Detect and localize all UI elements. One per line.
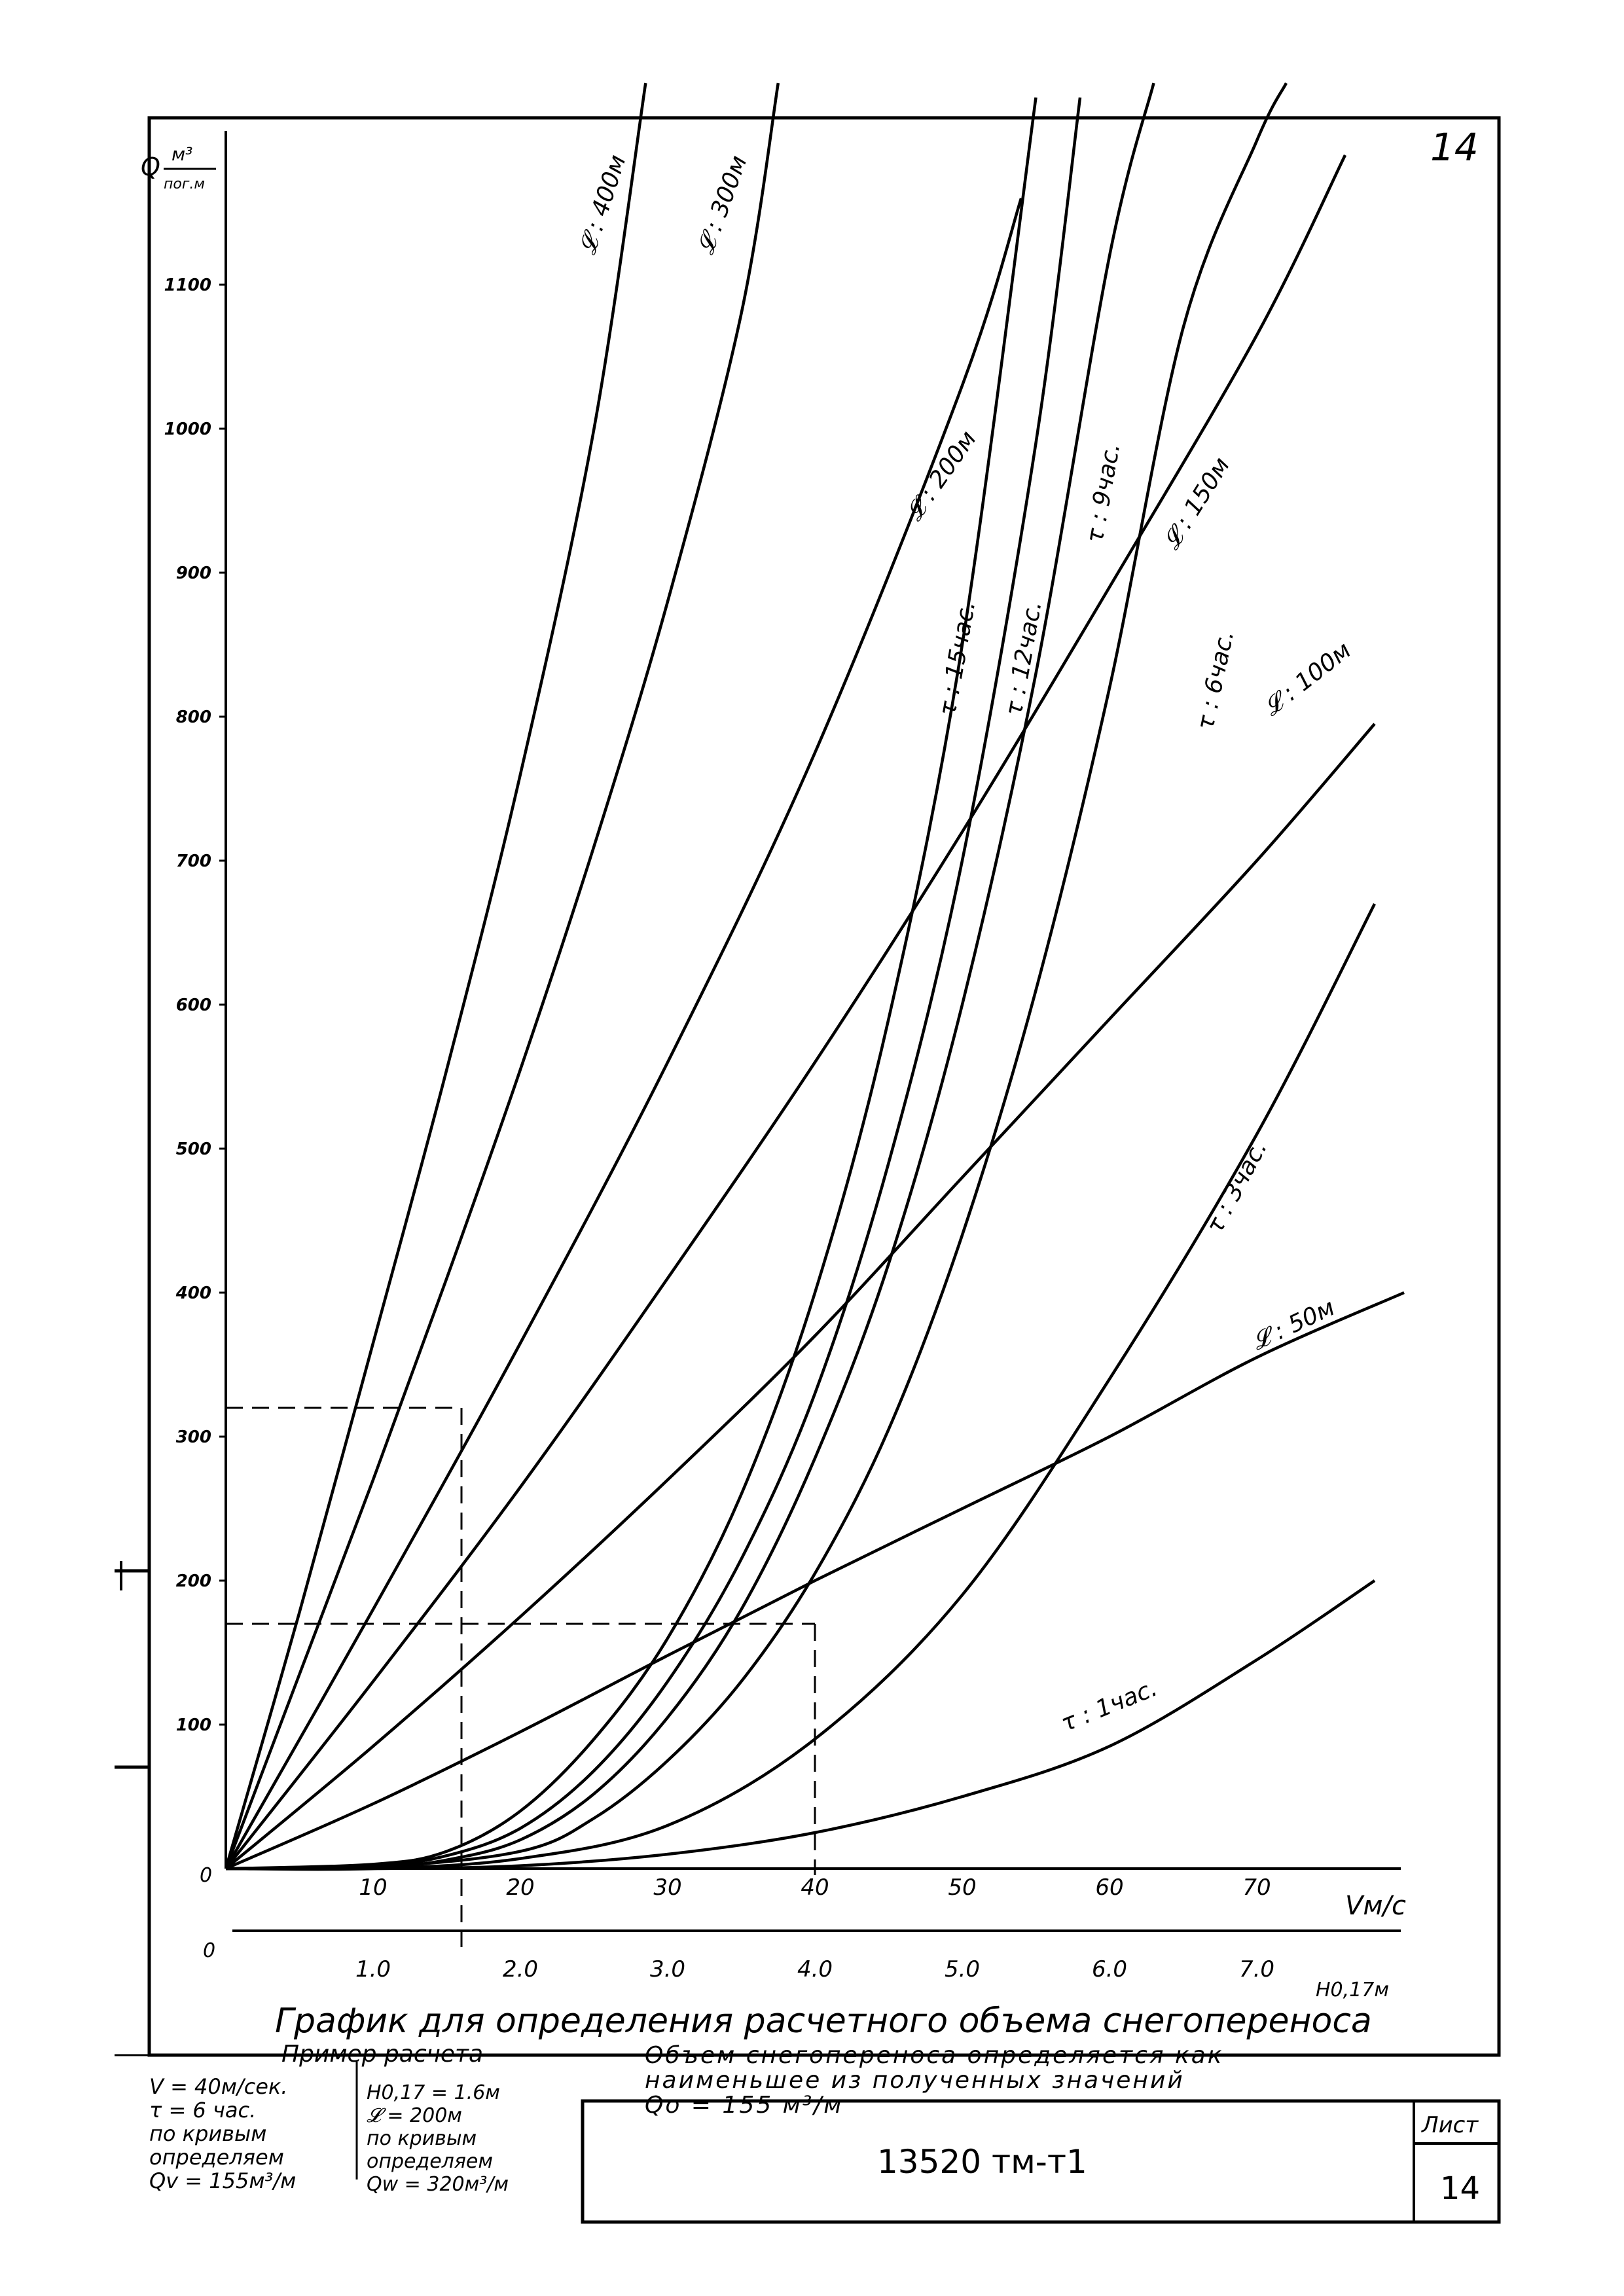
- example-conclusion: [645, 2043, 1224, 2118]
- y-tick-label: 500: [175, 1139, 211, 1159]
- example-col2-line: по кривым: [367, 2127, 477, 2150]
- x2-tick-label: 2.0: [502, 1956, 539, 1982]
- series-curve-6: [226, 98, 1036, 1869]
- x-tick-label: 20: [506, 1874, 535, 1901]
- x-tick-label: 60: [1095, 1874, 1124, 1901]
- conclusion-line: Qo = 155 м³/м: [645, 2092, 844, 2119]
- curve-label-2: 𝓛 : 200м: [901, 425, 982, 526]
- series-curve-2: [226, 198, 1021, 1869]
- x2-tick-label: 5.0: [944, 1956, 981, 1982]
- origin-label: 0: [200, 1864, 213, 1887]
- example-col1-line: Qv = 155м³/м: [149, 2168, 297, 2193]
- y-tick-label: 200: [175, 1571, 211, 1591]
- conclusion-line: наименьшее из полученных значений: [645, 2067, 1185, 2094]
- curve-label-5: 𝓛 : 50м: [1248, 1294, 1339, 1356]
- x-axis-label: Vм/с: [1345, 1891, 1407, 1921]
- x2-axis-label: H0,17м: [1316, 1979, 1389, 2001]
- y-tick-label: 600: [175, 996, 211, 1015]
- curve-label-3: 𝓛 : 150м: [1158, 452, 1236, 554]
- example-heading: Пример расчета: [281, 2041, 484, 2068]
- example-col2-line: Qw = 320м³/м: [367, 2173, 509, 2196]
- chart-title: График для определения расчетного объема снегопереноса: [275, 2001, 1372, 2041]
- x-tick-label: 30: [653, 1874, 682, 1901]
- curve-label-0: 𝓛 : 400м: [574, 151, 632, 258]
- curve-label-7: τ : 12час.: [1000, 599, 1047, 718]
- curve-label-9: τ : 6час.: [1192, 628, 1240, 732]
- curve-label-10: τ : 3час.: [1201, 1136, 1273, 1238]
- series-curve-1: [226, 83, 778, 1869]
- y-ticks: [164, 276, 226, 1735]
- example-col2: [367, 2081, 509, 2196]
- example-col2-line: определяем: [367, 2150, 493, 2173]
- curve-label-11: τ : 1час.: [1057, 1674, 1161, 1738]
- y-tick-label: 300: [175, 1427, 211, 1447]
- y-tick-label: 400: [175, 1283, 211, 1303]
- curve-label-8: τ : 9час.: [1081, 440, 1126, 545]
- series-curve-4: [226, 724, 1375, 1869]
- y-tick-label: 700: [175, 852, 211, 871]
- curve-label-6: τ : 15час.: [934, 599, 981, 718]
- x-ticks: [359, 1874, 1271, 1901]
- series-curve-7: [226, 98, 1080, 1869]
- y-tick-label: 800: [175, 708, 211, 727]
- x-tick-label: 70: [1242, 1874, 1271, 1901]
- x2-tick-label: 4.0: [797, 1956, 833, 1982]
- y-axis-unit-bottom: пог.м: [164, 176, 205, 192]
- y-tick-label: 1000: [164, 420, 211, 439]
- x2-tick-label: 3.0: [649, 1956, 686, 1982]
- x-tick-label: 10: [359, 1874, 388, 1901]
- y-axis-unit-top: м³: [171, 143, 193, 165]
- example-col2-line: H0,17 = 1.6м: [367, 2081, 500, 2104]
- sheet-number: 14: [1440, 2170, 1481, 2207]
- curve-label-4: 𝓛 : 100м: [1258, 637, 1356, 722]
- page-number: 14: [1430, 125, 1479, 170]
- x-tick-label: 50: [948, 1874, 977, 1901]
- x-tick-label: 40: [801, 1874, 829, 1901]
- y-tick-label: 1100: [164, 276, 211, 295]
- x2-tick-label: 7.0: [1238, 1956, 1275, 1982]
- conclusion-line: Объем снегопереноса определяется как: [645, 2042, 1224, 2069]
- curve-label-1: 𝓛 : 300м: [692, 152, 753, 259]
- example-col2-line: 𝓛 = 200м: [367, 2104, 462, 2127]
- y-axis-symbol: Q: [141, 152, 160, 181]
- origin-label-secondary: 0: [203, 1939, 216, 1962]
- drawing-code: 13520 тм-т1: [877, 2143, 1087, 2181]
- x2-ticks: [355, 1956, 1274, 1982]
- curve-labels: [574, 152, 1356, 1738]
- series-curve-3: [226, 155, 1345, 1869]
- example-col1-line: по кривым: [149, 2121, 267, 2146]
- series-curve-9: [226, 83, 1286, 1869]
- y-tick-label: 100: [175, 1715, 211, 1735]
- example-col1-line: τ = 6 час.: [149, 2098, 257, 2123]
- x2-tick-label: 6.0: [1091, 1956, 1128, 1982]
- example-col1-line: V = 40м/сек.: [149, 2074, 288, 2099]
- y-tick-label: 900: [175, 564, 211, 583]
- example-col1: [149, 2075, 296, 2193]
- sheet-label: Лист: [1422, 2112, 1479, 2138]
- curves: [226, 83, 1404, 1869]
- x2-tick-label: 1.0: [355, 1956, 391, 1982]
- example-col1-line: определяем: [149, 2145, 284, 2170]
